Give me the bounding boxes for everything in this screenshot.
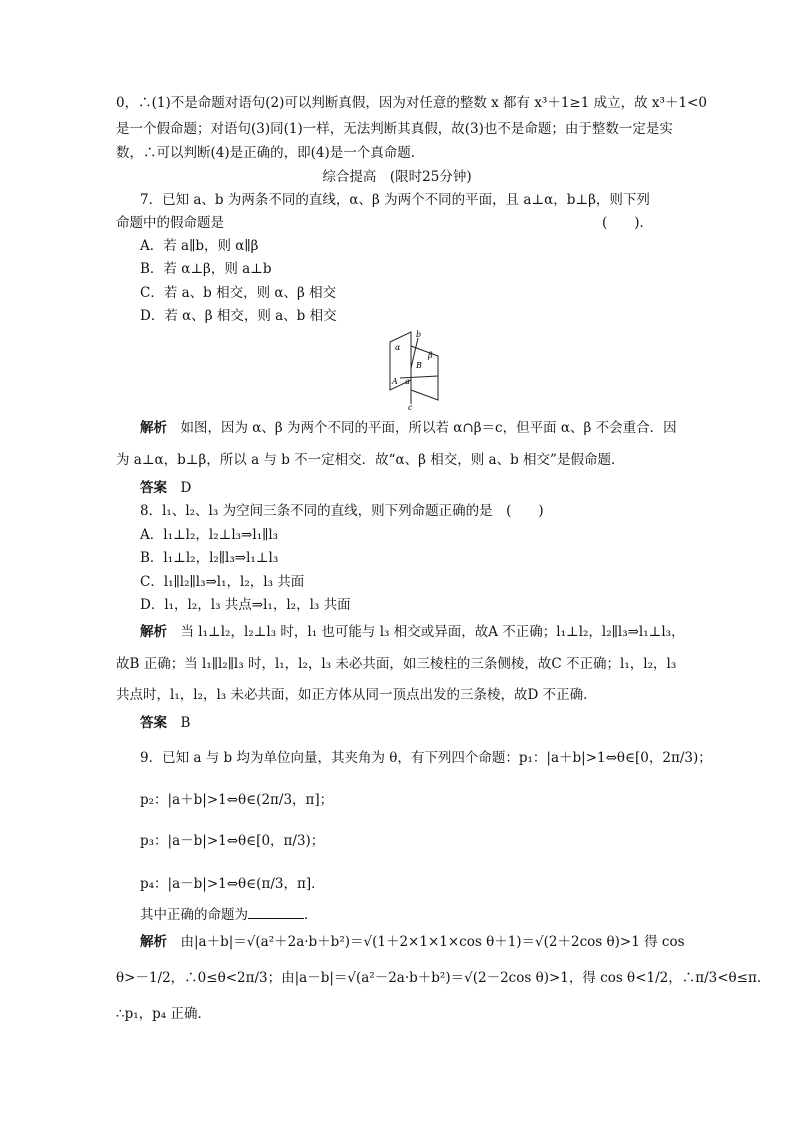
q7-option-b: B．若 α⊥β，则 a⊥b [140, 261, 272, 277]
q8-option-d: D．l₁，l₂，l₃ 共点⇒l₁，l₂，l₃ 共面 [140, 597, 351, 613]
q9-tail-text: 其中正确的命题为 [140, 907, 248, 923]
q9-tail-end: ． [304, 907, 318, 923]
q9-solution-2: θ>－1/2，∴0≤θ<2π/3；由|a－b|＝√(a²－2a·b＋b²)＝√(2－2cos θ)>1，得 cos θ<1/2，∴π/3<θ≤π. [116, 970, 762, 986]
section-title: 综合提高 (限时25分钟) [322, 169, 472, 185]
q8-option-c: C．l₁∥l₂∥l₃⇒l₁，l₂，l₃ 共面 [140, 574, 305, 590]
q7-stem-1: 7．已知 a、b 为两条不同的直线，α、β 为两个不同的平面，且 a⊥α，b⊥β，则下列 [140, 192, 650, 208]
figure-label-c: c [408, 403, 413, 410]
q7-answer-paren: ( )． [602, 215, 654, 231]
q7-option-c: C．若 a、b 相交，则 α、β 相交 [140, 285, 337, 301]
q7-answer-value: D [180, 480, 192, 496]
q7-answer [140, 478, 191, 498]
q9-proposition-p4: p₄：|a－b|>1⇔θ∈(π/3，π]． [140, 876, 325, 892]
figure-label-b: b [416, 330, 422, 339]
figure-label-a: a [405, 377, 410, 386]
intro-line-2: 是一个假命题；对语句(3)同(1)一样，无法判断其真假，故(3)也不是命题；由于整数一定是实 [116, 121, 673, 137]
q8-solution-1 [140, 622, 685, 642]
q7-solution-2: 为 a⊥α，b⊥β，所以 a 与 b 不一定相交．故“α、β 相交，则 a、b 相交”是假命题． [116, 452, 625, 468]
q8-answer-value: B [180, 715, 191, 731]
q9-tail [140, 904, 318, 925]
q9-proposition-p2: p₂：|a＋b|>1⇔θ∈(2π/3，π]； [140, 792, 334, 808]
q9-proposition-p3: p₃：|a－b|>1⇔θ∈[0，π/3)； [140, 833, 325, 849]
q7-option-a: A．若 a∥b，则 α∥β [140, 238, 259, 254]
figure-label-A: A [392, 377, 398, 386]
q8-solution-label: 解析 [140, 624, 167, 640]
q7-option-d: D．若 α、β 相交，则 a、b 相交 [140, 308, 337, 324]
q9-solution-text-1: 由|a＋b|＝√(a²＋2a·b＋b²)＝√(1＋2×1×1×cos θ＋1)＝√(2＋2cos θ)>1 得 cos [180, 934, 685, 950]
figure-label-alpha: α [395, 343, 401, 352]
q9-answer-blank [248, 904, 304, 919]
q8-answer [140, 713, 190, 733]
figure-label-B: B [416, 361, 422, 370]
q8-solution-2: 故B 正确；当 l₁∥l₂∥l₃ 时，l₁，l₂，l₃ 未必共面，如三棱柱的三条侧棱，故C 不正确；l₁，l₂，l₃ [116, 656, 677, 672]
q9-stem: 9．已知 a 与 b 均为单位向量，其夹角为 θ，有下列四个命题：p₁：|a＋b|>1⇔θ∈[0，2π/3)； [140, 750, 712, 766]
q8-answer-label: 答案 [140, 715, 167, 731]
q9-solution-label: 解析 [140, 934, 167, 950]
figure-label-beta: β [428, 351, 433, 360]
q8-option-a: A．l₁⊥l₂，l₂⊥l₃⇒l₁∥l₃ [140, 527, 279, 543]
q8-stem: 8．l₁、l₂、l₃ 为空间三条不同的直线，则下列命题正确的是 ( ) [140, 503, 544, 519]
q7-solution-label: 解析 [140, 420, 167, 436]
q7-answer-label: 答案 [140, 480, 167, 496]
q7-solution-text-1: 如图，因为 α、β 为两个不同的平面，所以若 α∩β＝c，但平面 α、β 不会重合．因 [180, 420, 677, 436]
q9-solution-1 [140, 932, 685, 952]
q7-plane-figure [378, 328, 458, 410]
q7-stem-2: 命题中的假命题是 [116, 215, 224, 231]
q8-option-b: B．l₁⊥l₂，l₂∥l₃⇒l₁⊥l₃ [140, 550, 279, 566]
q8-solution-3: 共点时，l₁，l₂，l₃ 未必共面，如正方体从同一顶点出发的三条棱，故D 不正确． [116, 687, 597, 703]
q8-solution-text-1: 当 l₁⊥l₂，l₂⊥l₃ 时，l₁ 也可能与 l₃ 相交或异面，故A 不正确；l₁⊥l₂，l₂∥l₃⇒l₁⊥l₃， [180, 624, 685, 640]
q9-solution-3: ∴p₁，p₄ 正确． [116, 1006, 211, 1022]
q7-solution-1 [140, 418, 677, 438]
intro-line-3: 数，∴可以判断(4)是正确的，即(4)是一个真命题． [116, 145, 425, 161]
intro-line-1: 0，∴(1)不是命题对语句(2)可以判断真假，因为对任意的整数 x 都有 x³＋1≥1 成立，故 x³＋1<0 [116, 95, 707, 111]
